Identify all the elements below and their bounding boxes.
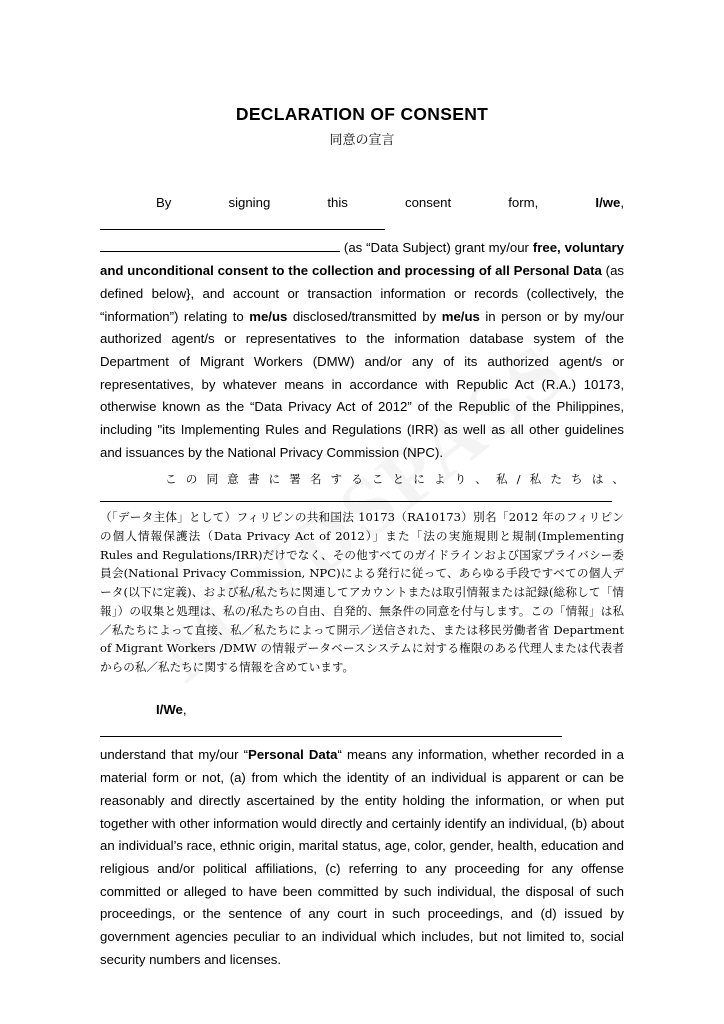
p1-bold1: I/we bbox=[595, 195, 621, 210]
signature-blank-jp-1[interactable] bbox=[100, 490, 380, 502]
p1-seg5: disclosed/transmitted by bbox=[287, 308, 442, 324]
p1jp-seg2: （「データ主体」として）フィリピンの共和国法 10173（RA10173）別名「2012 年のフィリピンの個人情報保護法（Data Privacy Act of 2012）」また「法の実施規則と規制(Implementing Rules and Regulations/IRR)だけでなく、その他すべてのガイドラインおよび国家プライバシー委員会(National Privacy Commission, NPC)による発行に従って、あらゆる手段ですべての個人データ(以下に定義)、および私/私たちに関連してアカウントまたは取引情報または記録(総称して「情報」）の収集と処理は、私の/私たちの自由、自発的、無条件の同意を付与します。この「情報」は私／私たちによって直接、私／私たちによって開示／送信された、または移民労働者省 Department of Migrant Workers /DMW の情報データベースシステムに対する権限のある代理人または代表者からの私／私たちに関する情報を含めています。 bbox=[100, 510, 624, 675]
page-subtitle: 同意の宣言 bbox=[329, 133, 395, 148]
signature-blank-3[interactable] bbox=[100, 723, 562, 737]
p1-seg2: , bbox=[620, 195, 624, 210]
p1-seg3: (as “Data Subject) grant my/our bbox=[340, 240, 533, 256]
p2-seg3: “ means any information, whether recorded in a material form or not, (a) from which the identity of an individual is apparent or can be reasonably and directly ascertained by the entity holding the information, or when put together with other information would directly and certainly identify an individual, (b) about an individual’s race, ethnic origin, marital status, age, color, gender, health, education and religious and/or political affiliations, (c) referring to any proceeding for any offense committed or alleged to have been committed by such individual, the disposal of such proceedings, or the sentence of any court in such proceedings, and (d) issued by government agencies peculiar to an individual which includes, but not limited to, social security numbers and licenses. bbox=[100, 747, 624, 967]
page-title: DECLARATION OF CONSENT bbox=[235, 104, 489, 124]
p2-seg2: understand that my/our “ bbox=[100, 747, 249, 763]
p1jp-seg1: この同意書に署名することにより、私/私たちは、 bbox=[156, 472, 624, 487]
consent-paragraph-jp bbox=[100, 470, 624, 677]
p1-seg6: in person or by my/our authorized agent/s or representatives to the information database system of the Department of Migrant Workers (DMW) and/or any of its authorized agent/s or representatives, by whatever means in accordance with Republic Act (R.A.) 10173, otherwise known as the “Data Privacy Act of 2012” of the Republic of the Philippines, including "its Implementing Rules and Regulations (IRR) as well as all other guidelines and issuances by the National Privacy Commission (NPC). bbox=[100, 308, 625, 460]
p1-seg4: (as defined below}, and account or transaction information or records (collectively, the “information”) relating to bbox=[100, 263, 625, 324]
signature-blank-1[interactable] bbox=[100, 216, 385, 230]
p2-bold2: Personal Data bbox=[248, 747, 338, 763]
p2-seg1: , bbox=[182, 702, 187, 718]
consent-paragraph-en bbox=[100, 192, 624, 464]
signature-blank-jp-2[interactable] bbox=[380, 490, 612, 502]
p1-bold4: me/us bbox=[441, 308, 480, 324]
p2-bold1: I/We bbox=[156, 702, 183, 718]
personal-data-paragraph-en bbox=[100, 699, 624, 971]
signature-blank-2[interactable] bbox=[100, 239, 340, 253]
p1-bold3: me/us bbox=[249, 308, 288, 324]
p1-bold2: free, voluntary and unconditional consent to the collection and processing of all Personal Data bbox=[100, 240, 624, 279]
p1-seg1: By signing this consent form, bbox=[156, 195, 596, 210]
